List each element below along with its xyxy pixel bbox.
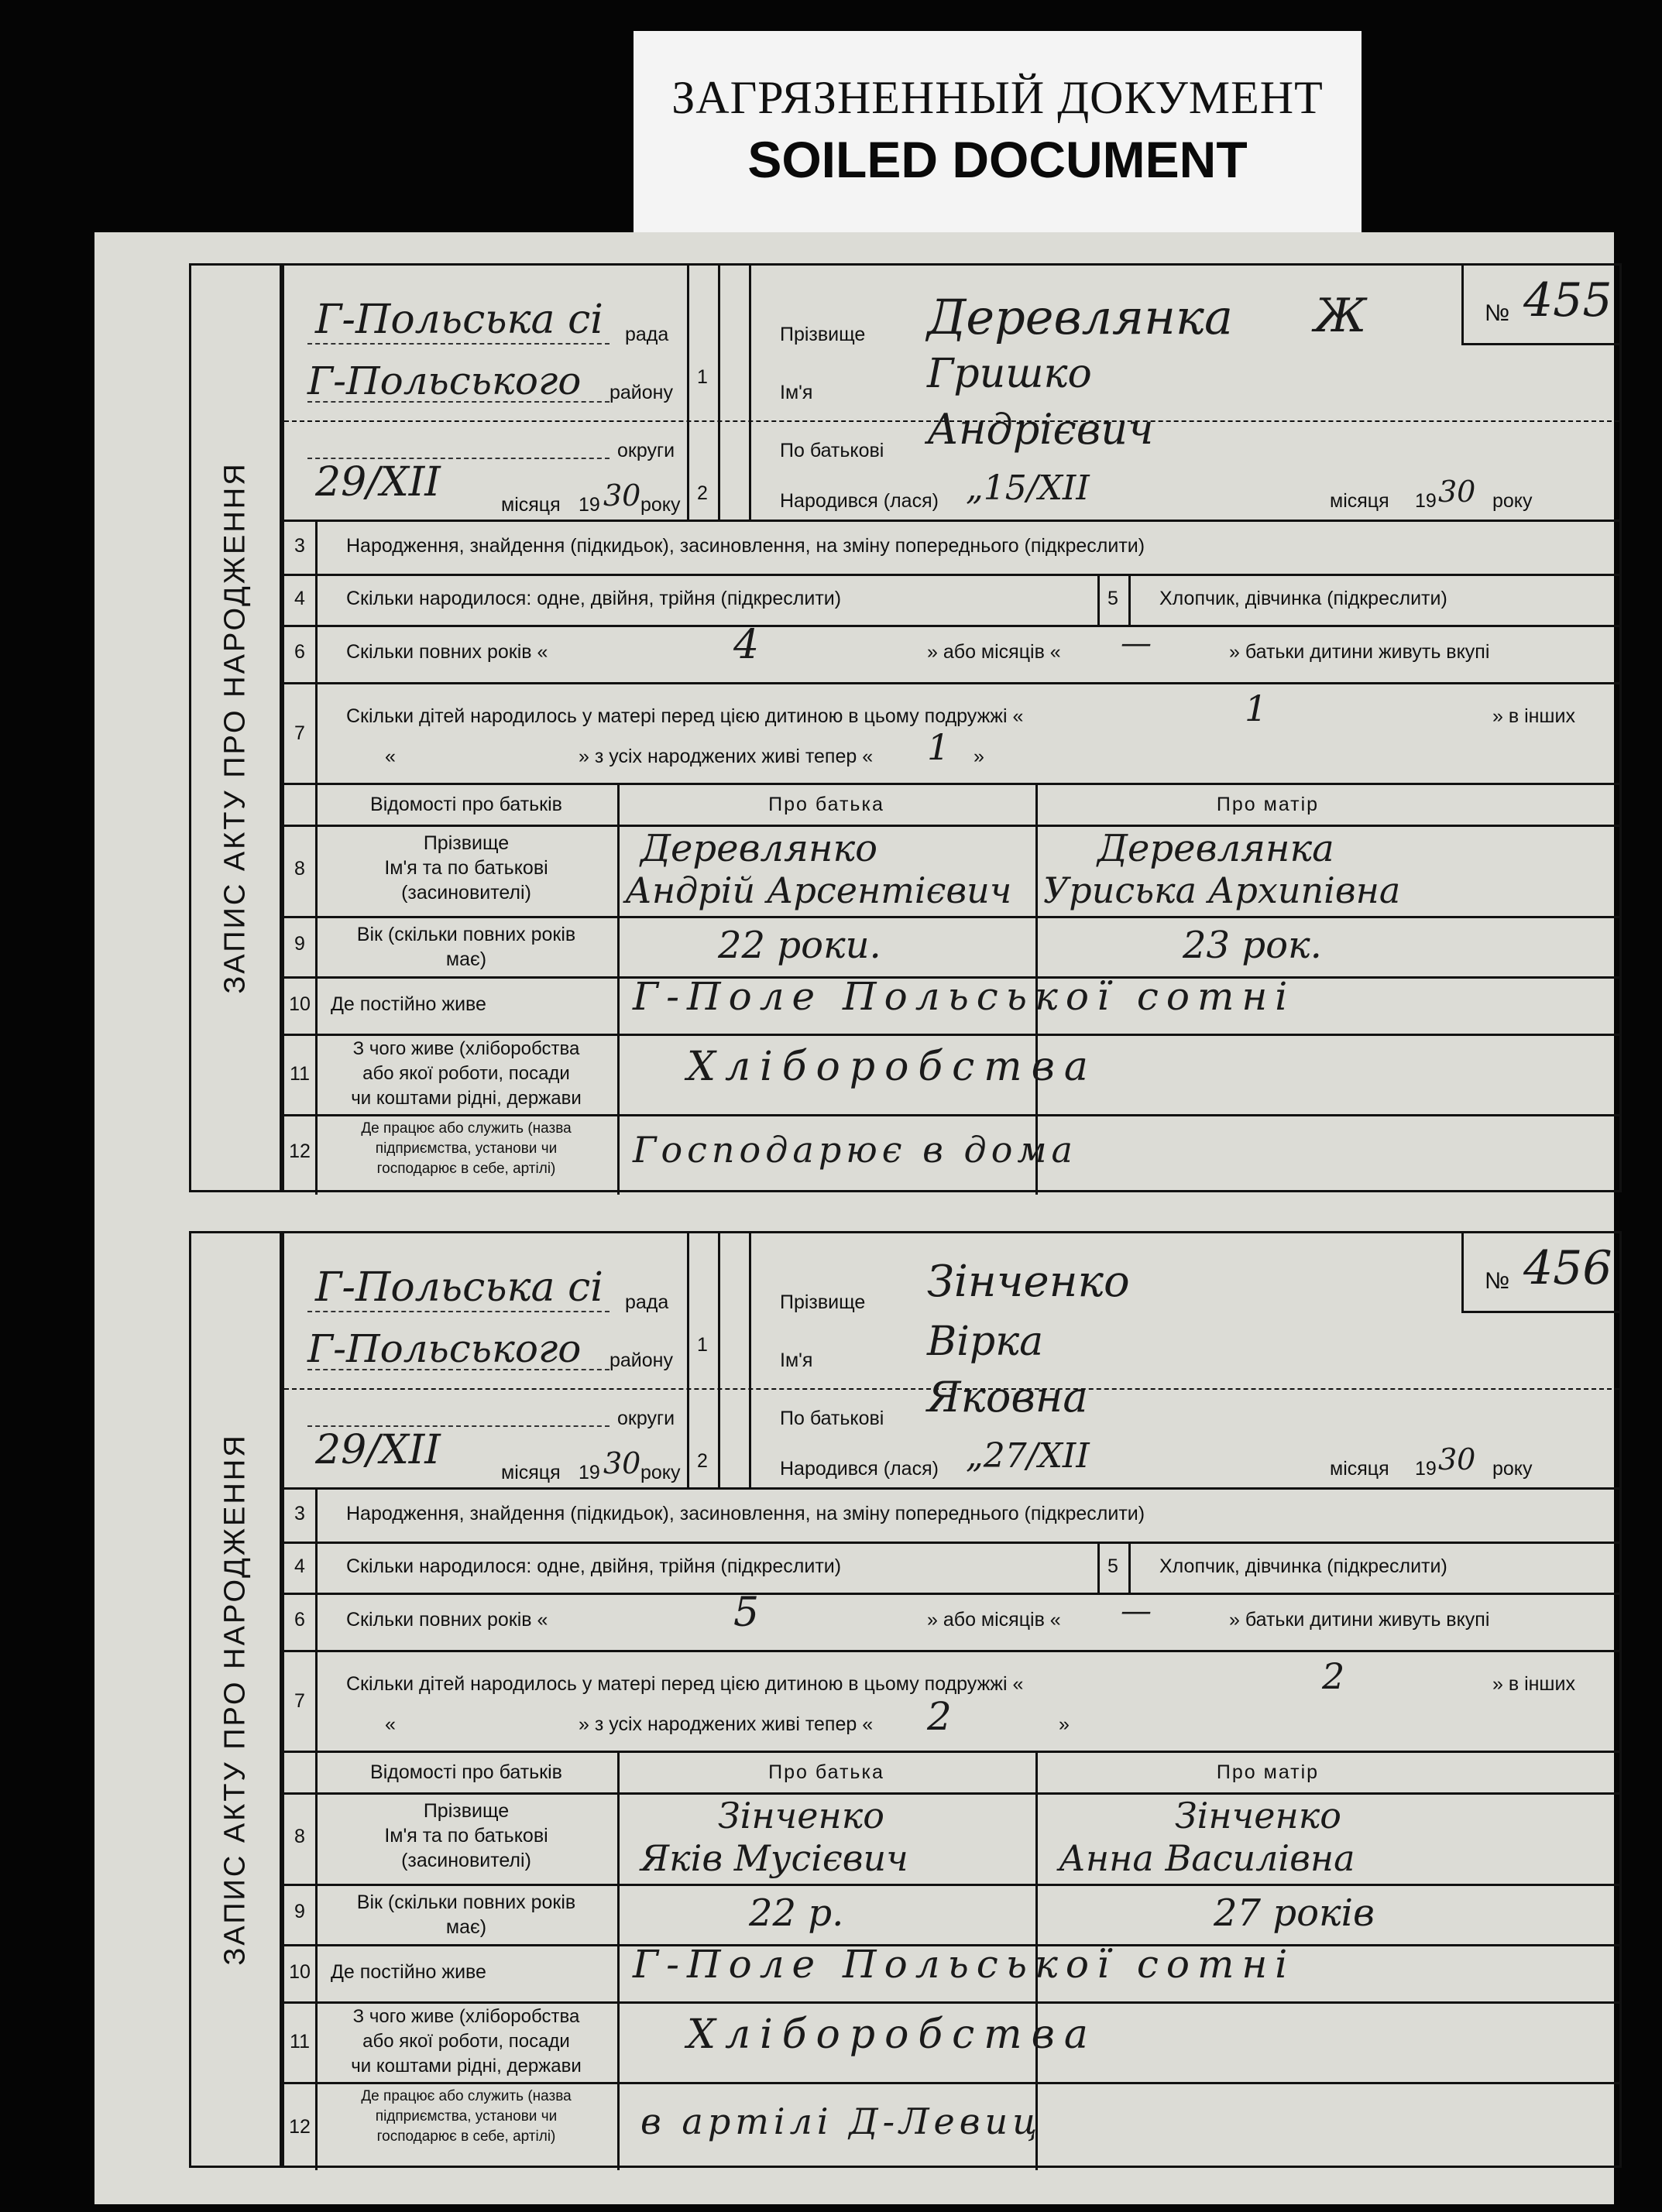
row6-c: » батьки дитини живуть вкупі (1229, 641, 1490, 663)
number-sign: № (1485, 1268, 1510, 1294)
birth-label: Народився (лася) (780, 490, 939, 512)
row-num-12: 12 (289, 1140, 311, 1162)
row-num-3: 3 (294, 1503, 305, 1524)
workplace: Господарює в дома (633, 1129, 1077, 1171)
birth-year-prefix: 19 (1415, 490, 1437, 512)
birth-record-456 (189, 1231, 1622, 2168)
record-number: 456 (1523, 1241, 1612, 1295)
row11-text: З чого живе (хліборобства або якої роботи, посади чи коштами рідні, держави (351, 1038, 582, 1109)
name-value: Гришко (927, 351, 1092, 397)
row-num-1: 1 (697, 366, 708, 388)
surname-value: Зінченко (927, 1257, 1130, 1307)
mother-surname: Деревлянка (1097, 827, 1334, 870)
row-num-1: 1 (697, 1334, 708, 1356)
row6-a: Скільки повних років « (346, 641, 548, 663)
row7-e: » (1059, 1713, 1070, 1735)
reg-year-prefix: 19 (579, 494, 600, 516)
row9-text: Вік (скільки повних років має) (356, 924, 576, 970)
name-value: Вірка (927, 1319, 1044, 1365)
row-num-7: 7 (294, 722, 305, 744)
birth-year-prefix: 19 (1415, 1458, 1437, 1480)
mother-age: 27 років (1214, 1891, 1375, 1935)
birth-year-value: 30 (1438, 1442, 1476, 1476)
side-title-box (189, 1231, 282, 2168)
row7-c: « (385, 746, 396, 767)
row-num-5: 5 (1107, 1555, 1118, 1577)
reg-month-label: місяця (501, 494, 561, 516)
row4-text: Скільки народилося: одне, двійня, трійня (підкреслити) (346, 588, 842, 609)
row10-text: Де постійно живе (331, 1961, 486, 1983)
row-num-4: 4 (294, 588, 305, 609)
reg-year-label: року (640, 494, 681, 516)
soiled-document-label (634, 31, 1362, 234)
row-num-9: 9 (294, 1901, 305, 1922)
row-num-7: 7 (294, 1690, 305, 1712)
row-num-6: 6 (294, 1609, 305, 1631)
row-num-8: 8 (294, 858, 305, 880)
row9-text: Вік (скільки повних років має) (356, 1891, 576, 1938)
row-num-9: 9 (294, 933, 305, 955)
sex-mark: Ж (1314, 289, 1367, 343)
row3-text: Народження, знайдення (підкидьок), засиновлення, на зміну попереднього (підкреслити) (346, 1503, 1145, 1524)
side-title: ЗАПИС АКТУ ПРО НАРОДЖЕННЯ (218, 1433, 252, 1966)
record-grid (282, 1231, 1622, 2168)
row10-text: Де постійно живе (331, 993, 486, 1015)
row-num-2: 2 (697, 482, 708, 504)
years-together: 4 (733, 622, 760, 668)
father-age: 22 роки. (718, 924, 881, 967)
row-num-11: 11 (290, 2031, 310, 2053)
row7-a: Скільки дітей народилось у матері перед цією дитиною в цьому подружжі « (346, 705, 1024, 727)
father-age: 22 р. (749, 1891, 844, 1935)
workplace: в артілі Д-Левиц (640, 2101, 1042, 2142)
patronymic-value: Андрієвич (927, 405, 1154, 454)
children-alive: 2 (927, 1694, 952, 1739)
side-title: ЗАПИС АКТУ ПРО НАРОДЖЕННЯ (218, 461, 252, 994)
label-russian: ЗАГРЯЗНЕННЫЙ ДОКУМЕНТ (671, 72, 1324, 123)
row8-text: Прізвище Ім'я та по батькові (засиновителі) (384, 832, 548, 904)
header-mother: Про матір (1216, 1761, 1320, 1783)
name-label: Ім'я (780, 382, 813, 403)
rayon-value: Г-Польського (307, 358, 582, 403)
birth-date-value: „15/XII (966, 468, 1090, 508)
row8-text: Прізвище Ім'я та по батькові (засиновителі) (384, 1800, 548, 1871)
father-surname: Деревлянко (640, 827, 878, 870)
row-num-10: 10 (289, 993, 311, 1015)
children-this-marriage: 2 (1322, 1655, 1345, 1697)
rayon-label: району (610, 382, 673, 403)
header-father: Про батька (768, 1761, 884, 1783)
register-page (94, 232, 1614, 2204)
father-surname: Зінченко (718, 1795, 884, 1836)
row7-d: » з усіх народжених живі тепер « (579, 746, 874, 767)
children-alive: 1 (927, 726, 950, 768)
mother-name: Уриська Архипівна (1043, 869, 1401, 911)
surname-label: Прізвище (780, 324, 866, 345)
row6-b: » або місяців « (927, 641, 1061, 663)
father-name: Андрій Арсентієвич (625, 869, 1012, 911)
row-num-4: 4 (294, 1555, 305, 1577)
months-together: — (1121, 1593, 1152, 1629)
birth-year-label: року (1492, 1458, 1533, 1480)
occupation: Хліборобства (687, 2011, 1097, 2058)
birth-record-455 (189, 263, 1622, 1192)
reg-year-label: року (640, 1462, 681, 1483)
mother-surname: Зінченко (1175, 1795, 1341, 1836)
row6-c: » батьки дитини живуть вкупі (1229, 1609, 1490, 1631)
row7-a: Скільки дітей народилось у матері перед цією дитиною в цьому подружжі « (346, 1673, 1024, 1695)
row3-text: Народження, знайдення (підкидьок), засиновлення, на зміну попереднього (підкреслити) (346, 535, 1145, 557)
row-num-6: 6 (294, 641, 305, 663)
children-this-marriage: 1 (1245, 688, 1268, 729)
side-title-box (189, 263, 282, 1192)
record-number: 455 (1523, 273, 1612, 328)
patronymic-label: По батькові (780, 1408, 884, 1429)
patronymic-value: Яковна (927, 1373, 1088, 1422)
patronymic-label: По батькові (780, 440, 884, 461)
header-father: Про батька (768, 794, 884, 815)
row-num-3: 3 (294, 535, 305, 557)
number-sign: № (1485, 300, 1510, 326)
row7-c: « (385, 1713, 396, 1735)
row5-text: Хлопчик, дівчинка (підкреслити) (1159, 588, 1447, 609)
row7-e: » (974, 746, 984, 767)
row4-text: Скільки народилося: одне, двійня, трійня (підкреслити) (346, 1555, 842, 1577)
residence: Г-Поле Польської сотні (633, 1942, 1296, 1987)
reg-year-value: 30 (603, 1446, 641, 1480)
occupation: Хліборобства (687, 1044, 1097, 1090)
row-num-12: 12 (289, 2116, 311, 2138)
header-vidomosti: Відомості про батьків (370, 794, 562, 815)
rada-value: Г-Польська сі (315, 297, 603, 343)
months-together: — (1121, 626, 1152, 661)
birth-year-value: 30 (1438, 475, 1476, 509)
birth-year-label: року (1492, 490, 1533, 512)
reg-date-value: 29/XII (315, 1427, 441, 1473)
row-num-2: 2 (697, 1450, 708, 1472)
father-name: Яків Мусієвич (640, 1837, 908, 1879)
reg-year-value: 30 (603, 478, 641, 513)
row6-a: Скільки повних років « (346, 1609, 548, 1631)
row7-b: » в інших (1492, 705, 1575, 727)
rada-label: рада (625, 324, 669, 345)
reg-date-value: 29/XII (315, 459, 441, 506)
name-label: Ім'я (780, 1349, 813, 1371)
reg-year-prefix: 19 (579, 1462, 600, 1483)
birth-date-value: „27/XII (966, 1436, 1090, 1476)
row7-d: » з усіх народжених живі тепер « (579, 1713, 874, 1735)
okruh-label: округи (617, 1408, 675, 1429)
years-together: 5 (733, 1590, 760, 1636)
row12-text: Де працює або служить (назва підприємства, установи чи господарює в себе, артілі) (361, 2088, 572, 2145)
okruh-label: округи (617, 440, 675, 461)
reg-month-label: місяця (501, 1462, 561, 1483)
record-grid (282, 263, 1622, 1192)
mother-name: Анна Василівна (1059, 1837, 1355, 1879)
mother-age: 23 рок. (1183, 924, 1322, 967)
row5-text: Хлопчик, дівчинка (підкреслити) (1159, 1555, 1447, 1577)
label-english: SOILED DOCUMENT (747, 131, 1248, 188)
header-vidomosti: Відомості про батьків (370, 1761, 562, 1783)
row-num-8: 8 (294, 1826, 305, 1847)
birth-month-label: місяця (1330, 1458, 1389, 1480)
surname-value: Деревлянка (927, 289, 1233, 345)
birth-month-label: місяця (1330, 490, 1389, 512)
rayon-value: Г-Польського (307, 1326, 582, 1371)
rayon-label: району (610, 1349, 673, 1371)
header-mother: Про матір (1216, 794, 1320, 815)
surname-label: Прізвище (780, 1291, 866, 1313)
row-num-11: 11 (290, 1063, 310, 1085)
rada-value: Г-Польська сі (315, 1264, 603, 1311)
row12-text: Де працює або служить (назва підприємства, установи чи господарює в себе, артілі) (361, 1120, 572, 1177)
row11-text: З чого живе (хліборобства або якої роботи, посади чи коштами рідні, держави (351, 2006, 582, 2077)
rada-label: рада (625, 1291, 669, 1313)
row-num-5: 5 (1107, 588, 1118, 609)
row7-b: » в інших (1492, 1673, 1575, 1695)
row6-b: » або місяців « (927, 1609, 1061, 1631)
birth-label: Народився (лася) (780, 1458, 939, 1480)
row-num-10: 10 (289, 1961, 311, 1983)
residence: Г-Поле Польської сотні (633, 974, 1296, 1019)
